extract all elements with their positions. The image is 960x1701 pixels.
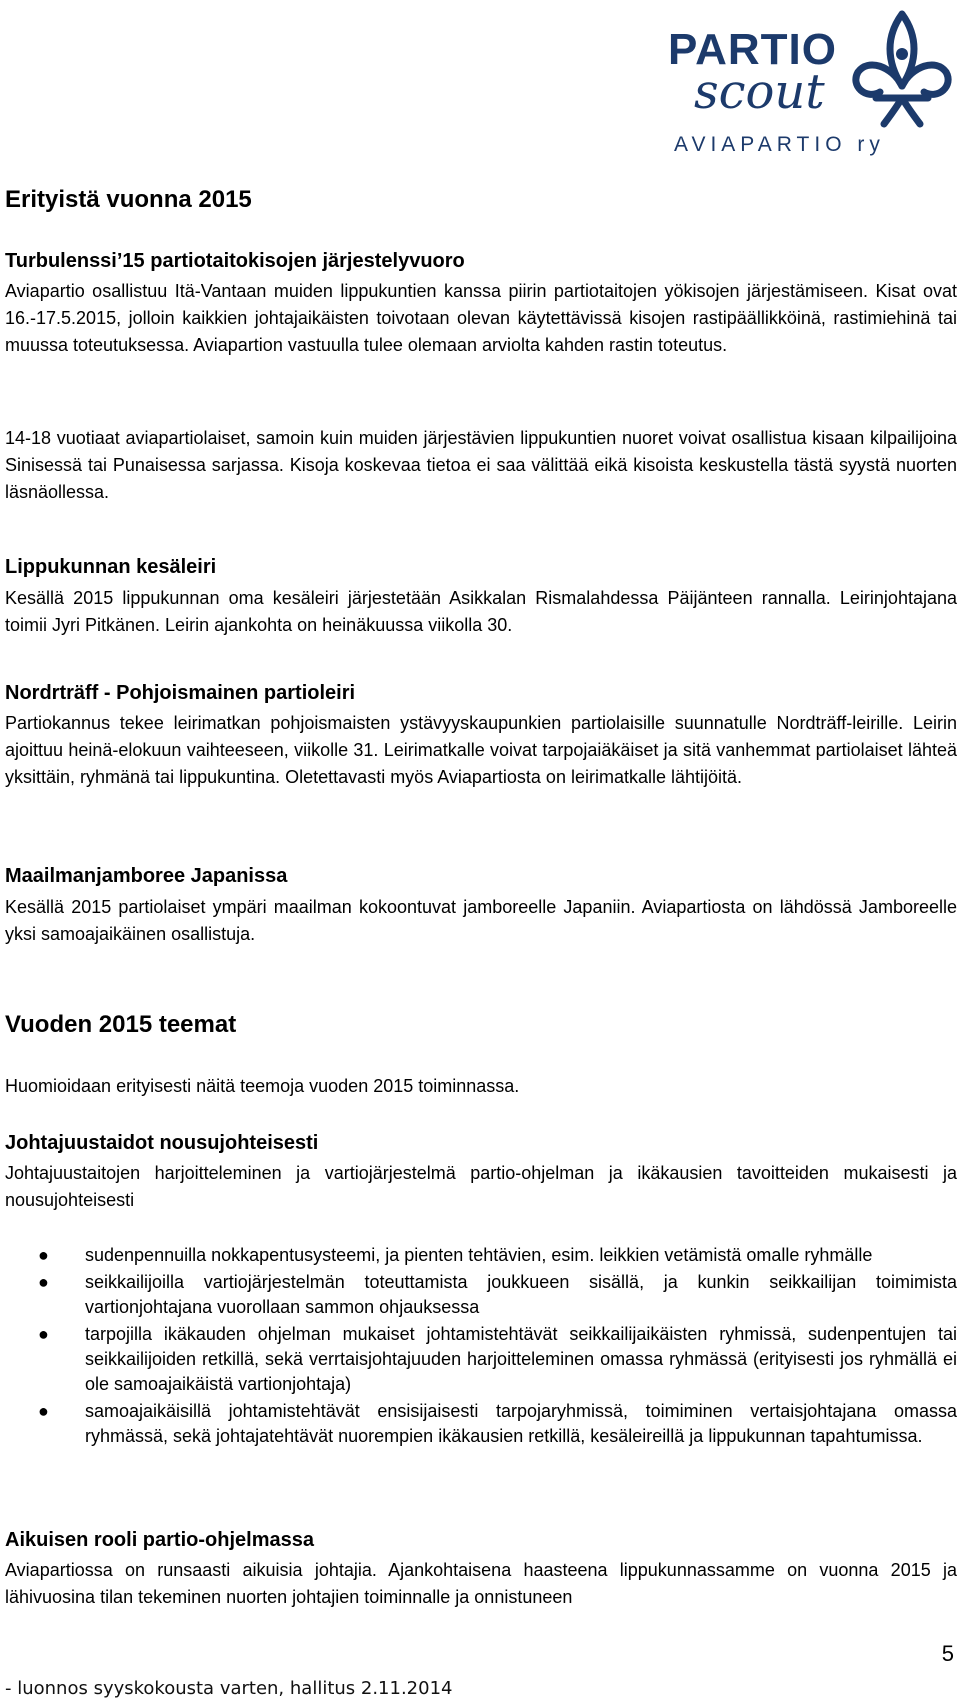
logo-scout-text: scout: [694, 64, 825, 120]
paragraph-turbulenssi-2: 14-18 vuotiaat aviapartiolaiset, samoin kuin muiden järjestävien lippukuntien nuoret voivat osallistua kisaan kilpailijoina Sinisessä tai Punaisessa sarjassa. Kisoja koskevaa tietoa ei saa välittää eikä kisoista keskustella tästä syystä nuorten läsnäollessa.: [5, 428, 957, 502]
list-item: [5, 1243, 957, 1268]
bullet-icon: ●: [38, 1324, 49, 1344]
logo-subtitle: AVIAPARTIO ry: [674, 133, 885, 156]
heading-nordtraff: Nordrträff - Pohjoismainen partioleiri: [5, 682, 356, 704]
paragraph-jamboree: Kesällä 2015 partiolaiset ympäri maailman kokoontuvat jamboreelle Japaniin. Aviapartiosta on lähdössä Jamboreelle yksi samoajaikäinen osallistuja.: [5, 897, 957, 944]
list-item: [5, 1399, 957, 1449]
paragraph-turbulenssi-1: Aviapartio osallistuu Itä-Vantaan muiden lippukuntien kanssa piirin partiotaitojen yökisojen järjestämiseen. Kisat ovat 16.-17.5.2015, jolloin kaikkien johtajaikäisten toivotaan olevan käytettävissä kisojen rastipäällikköinä, rastimiehinä tai muussa toteutuksessa. Aviapartion vastuulla tulee olemaan arviolta kahden rastin toteutus.: [5, 281, 957, 355]
fleur-de-lis-icon: [846, 6, 958, 131]
leadership-bullet-list: [5, 1243, 957, 1449]
heading-johtajuustaidot: Johtajuustaidot nousujohteisesti: [5, 1132, 319, 1154]
logo-partio-text: PARTIO: [668, 25, 837, 74]
section-title-erityista: Erityistä vuonna 2015: [5, 186, 252, 213]
paragraph-kesaleiri: Kesällä 2015 lippukunnan oma kesäleiri järjestetään Asikkalan Rismalahdessa Päijänteen rannalla. Leirinjohtajana toimii Jyri Pitkänen. Leirin ajankohta on heinäkuussa viikolla 30.: [5, 588, 957, 635]
footer-note: - luonnos syyskokousta varten, hallitus 2.11.2014: [5, 1678, 453, 1699]
bullet-icon: ●: [38, 1245, 49, 1265]
heading-jamboree: Maailmanjamboree Japanissa: [5, 865, 288, 887]
bullet-icon: ●: [38, 1401, 49, 1421]
paragraph-teemat-intro: Huomioidaan erityisesti näitä teemoja vuoden 2015 toiminnassa.: [5, 1076, 520, 1096]
list-item-text: sudenpennuilla nokkapentusysteemi, ja pienten tehtävien, esim. leikkien vetämistä omalle ryhmälle: [85, 1245, 873, 1265]
partio-scout-logo: [668, 6, 958, 166]
paragraph-johtajuustaidot: Johtajuustaitojen harjoitteleminen ja vartiojärjestelmä partio-ohjelman ja ikäkausien tavoitteiden mukaisesti ja nousujohteisesti: [5, 1163, 957, 1210]
heading-aikuisen-rooli: Aikuisen rooli partio-ohjelmassa: [5, 1529, 314, 1551]
paragraph-aikuisen-rooli: Aviapartiossa on runsaasti aikuisia johtajia. Ajankohtaisena haasteena lippukunnassamme on vuonna 2015 ja lähivuosina tilan tekeminen nuorten johtajien toiminnalle ja onnistuneen: [5, 1560, 957, 1607]
page-number: 5: [941, 1641, 954, 1666]
list-item-text: samoajaikäisillä johtamistehtävät ensisijaisesti tarpojaryhmissä, toimiminen vertaisjohtajana omassa ryhmässä, sekä johtajatehtävät nuorempien ikäkausien retkillä, kesäleireillä ja lippukunnan tapahtumissa.: [85, 1401, 957, 1446]
section-title-teemat: Vuoden 2015 teemat: [5, 1011, 237, 1038]
heading-kesaleiri: Lippukunnan kesäleiri: [5, 556, 217, 578]
bullet-icon: ●: [38, 1272, 49, 1292]
paragraph-nordtraff: Partiokannus tekee leirimatkan pohjoismaisten ystävyyskaupunkien partiolaisille suunnatulle Nordträff-leirille. Leirin ajoittuu heinä-elokuun vaihteeseen, viikolle 31. Leirimatkalle voivat tarpojaiäkäiset ja sitä vanhemmat partiolaiset lähteä yksittäin, ryhmänä tai lippukuntina. Oletettavasti myös Aviapartiosta on leirimatkalle lähtijöitä.: [5, 713, 957, 787]
list-item: [5, 1322, 957, 1397]
list-item-text: tarpojilla ikäkauden ohjelman mukaiset johtamistehtävät seikkailijaikäisten ryhmissä, sudenpentujen tai seikkailijoiden retkillä, sekä verrtaisjohtajuuden harjoitteleminen omassa ryhmässä (erityisesti jos ryhmällä ei ole samoajaikäistä vartionjohtaja): [85, 1324, 957, 1394]
heading-turbulenssi: Turbulenssi’15 partiotaitokisojen järjestelyvuoro: [5, 250, 465, 272]
list-item-text: seikkailijoilla vartiojärjestelmän toteuttamista joukkueen sisällä, ja kunkin seikkailijan toimimista vartionjohtajana vuorollaan sammon ohjauksessa: [85, 1272, 957, 1317]
list-item: [5, 1270, 957, 1320]
